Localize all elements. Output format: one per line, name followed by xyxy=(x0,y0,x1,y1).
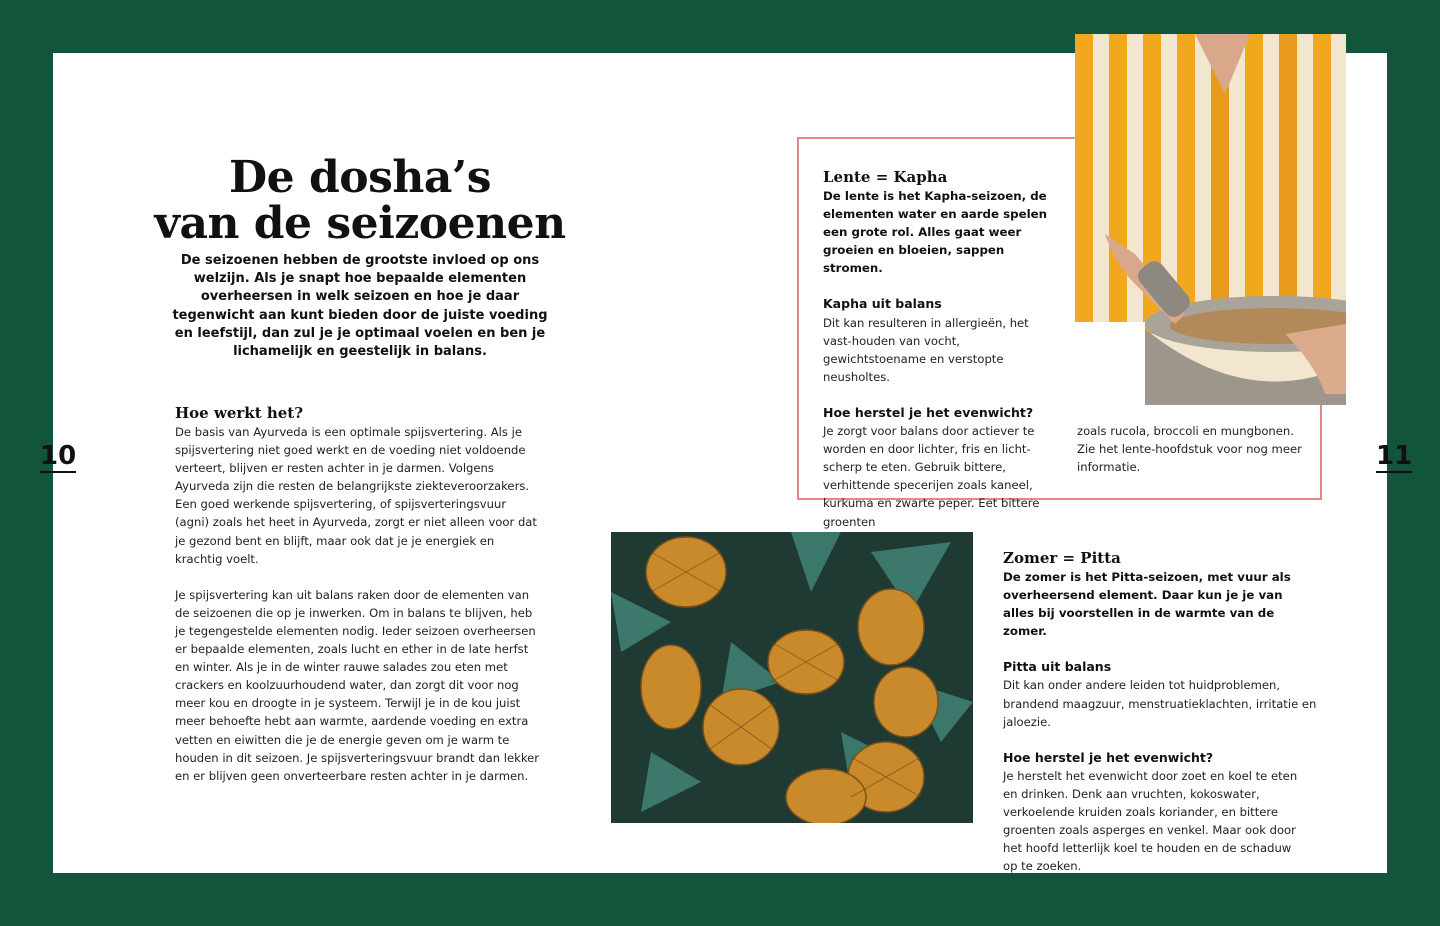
paragraph: zoals rucola, broccoli en mungbonen. Zie het lente-hoofdstuk voor nog meer informatie. xyxy=(1077,424,1302,475)
lead-paragraph: De lente is het Kapha-seizoen, de elementen water en aarde spelen een grote rol. Alles gaat weer groeien en bloeien, sappen stromen. xyxy=(823,189,1048,276)
title-line-1: De dosha’s xyxy=(229,152,491,203)
title-line-2: van de seizoenen xyxy=(154,198,566,249)
paragraph: Dit kan resulteren in allergieën, het vast-houden van vocht, gewichtstoename en verstopte neusholtes. xyxy=(823,315,1029,384)
paragraph: Je zorgt voor balans door actiever te worden en door lichter, fris en licht-scherp te eten. Gebruik bittere, verhittende specerijen zoals kaneel, kurkuma en zwarte peper. Eet bittere groenten xyxy=(823,424,1040,529)
section-heading: Zomer = Pitta xyxy=(1003,549,1121,567)
pineapple-photo xyxy=(611,532,973,823)
paragraph: Je spijsvertering kan uit balans raken door de elementen van de seizoenen die op je inwerken. Om in balans te blijven, heb je tegengestelde elementen nodig. Ieder seizoen overheersen er bepaalde elementen, zoals lucht en ether in de late herfst en winter. Als je in de winter rauwe salades zou eten met crackers en koolzuurhoudend water, dan zorgt dit voor nog meer kou en droogte in je systeem. Terwijl je in de kou juist meer behoefte hebt aan warmte, aardende voeding en extra vetten en eiwitten die je de energie geven om je warm te houden in dit seizoen. Je spijsverteringsvuur brandt dan lekker en er blijven geen onverteerbare resten achter in je darmen. xyxy=(175,587,540,783)
paragraph: Dit kan onder andere leiden tot huidproblemen, brandend maagzuur, menstruatieklachten, irritatie en jaloezie. xyxy=(1003,678,1317,729)
sub-heading: Hoe herstel je het evenwicht? xyxy=(823,404,1034,420)
section-lente xyxy=(823,167,1058,531)
pineapple-photo-image xyxy=(611,532,973,823)
intro-paragraph: De seizoenen hebben de grootste invloed op ons welzijn. Als je snapt hoe bepaalde elementen overheersen in welk seizoen en hoe je daar tegenwicht aan kunt bieden door de juiste voeding en leefstijl, dan zul je je optimaal voelen en ben je lichamelijk en geestelijk in balans. xyxy=(172,253,548,360)
section-heading: Hoe werkt het? xyxy=(175,404,304,422)
section-hoe-werkt xyxy=(175,403,543,785)
sub-heading: Hoe herstel je het evenwicht? xyxy=(1003,749,1214,765)
section-heading: Lente = Kapha xyxy=(823,168,948,186)
sub-heading: Pitta uit balans xyxy=(1003,659,1112,675)
page-number-right: 11 xyxy=(1376,441,1413,471)
page-number-left: 10 xyxy=(40,441,77,471)
section-zomer xyxy=(1003,548,1333,875)
lente-continuation xyxy=(1077,422,1307,476)
mortar-photo xyxy=(1075,34,1346,405)
page-title xyxy=(150,152,570,249)
paragraph: Je herstelt het evenwicht door zoet en koel te eten en drinken. Denk aan vruchten, kokoswater, verkoelende kruiden zoals koriander, en bittere groenten zoals asperges en venkel. Maar ook door het hoofd letterlijk koel te houden en de schaduw op te zoeken. xyxy=(1003,768,1298,874)
sub-heading: Kapha uit balans xyxy=(823,296,942,312)
lead-paragraph: De zomer is het Pitta-seizoen, met vuur als overheersend element. Daar kun je je van alles bij voorstellen in de warmte van de zomer. xyxy=(1003,570,1291,639)
mortar-photo-image xyxy=(1075,34,1346,405)
paragraph: De basis van Ayurveda is een optimale spijsvertering. Als je spijsvertering niet goed werkt en de voeding niet voldoende verteert, blijven er resten achter in je darmen. Volgens Ayurveda zijn die resten de belangrijkste ziekteveroorzakers. Een goed werkende spijsvertering, of spijsverteringsvuur (agni) zoals het heet in Ayurveda, zorgt er niet alleen voor dat je gezond bent en blijft, maar ook dat je je energiek en krachtig voelt. xyxy=(175,425,537,566)
